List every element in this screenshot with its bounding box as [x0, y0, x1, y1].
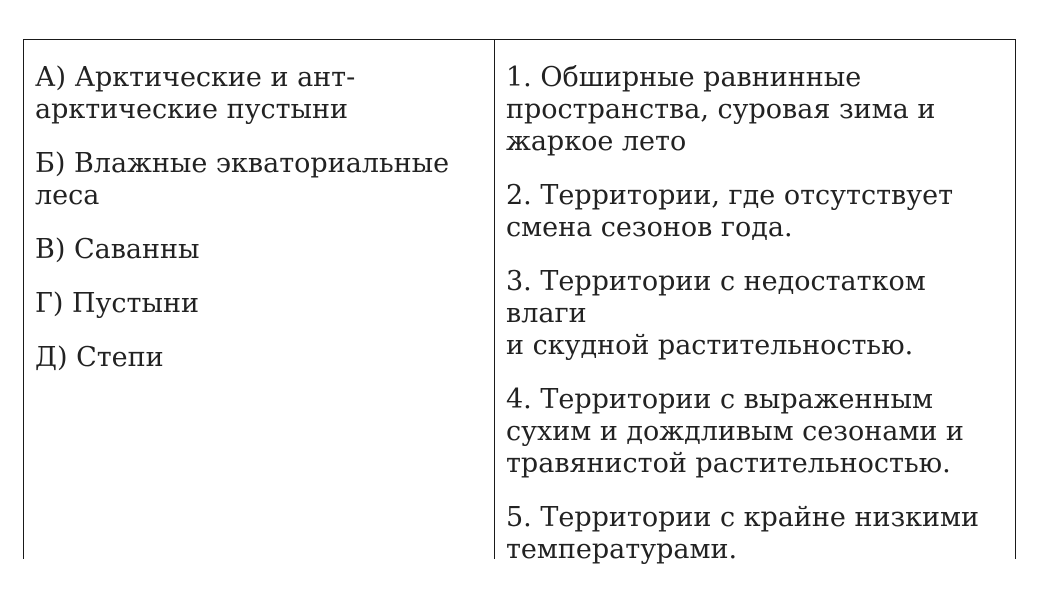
right-item-5: 5. Территории с крайне низкими температурами.: [506, 502, 980, 565]
left-item-a: А) Арктические и ант- арктические пустыни: [35, 62, 356, 125]
left-item-d: Д) Степи: [35, 342, 164, 373]
right-item-2: 2. Территории, где отсутствует смена сезонов года.: [506, 180, 954, 243]
matching-table: [23, 39, 1016, 565]
left-item-v: В) Саванны: [35, 234, 200, 265]
right-item-4: 4. Территории с выраженным сухим и дождливым сезонами и травянистой растительностью.: [506, 384, 964, 479]
right-item-1: 1. Обширные равнинные пространства, суровая зима и жаркое лето: [506, 62, 936, 157]
left-item-b: Б) Влажные экваториальные леса: [35, 148, 450, 211]
right-column: [495, 40, 1015, 565]
left-item-g: Г) Пустыни: [35, 288, 199, 319]
right-item-3: 3. Территории с недостатком влаги и скудной растительностью.: [506, 266, 926, 361]
left-column: [24, 40, 495, 559]
